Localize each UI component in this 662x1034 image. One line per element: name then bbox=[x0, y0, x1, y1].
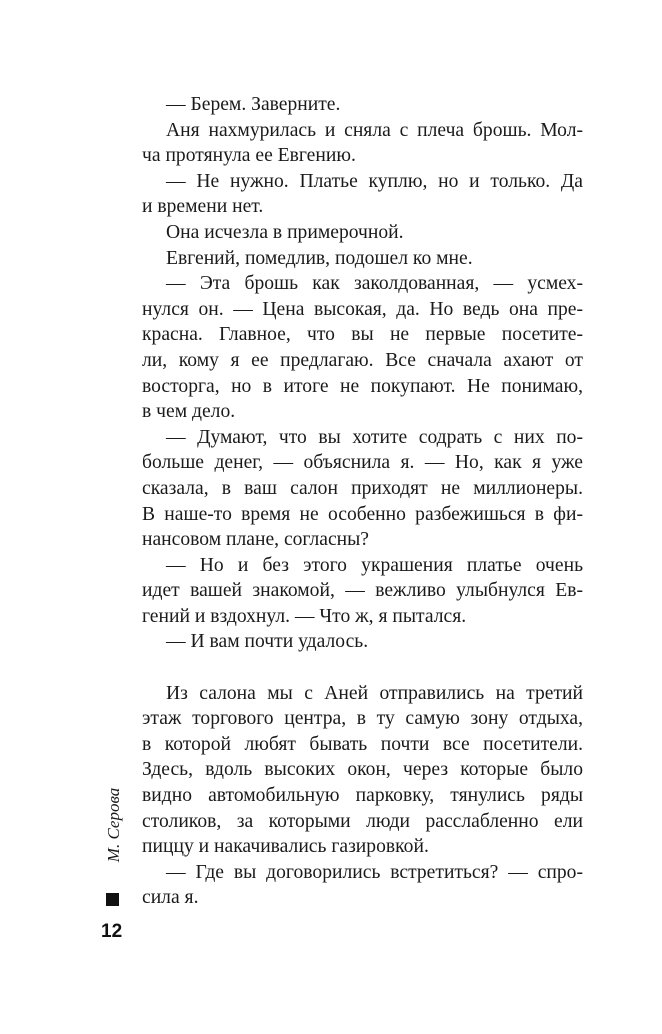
text-line: этаж торгового центра, в ту самую зону отдыха, bbox=[142, 708, 583, 730]
page-number: 12 bbox=[101, 921, 123, 942]
text-line: и времени нет. bbox=[142, 196, 264, 218]
text-line: больше денег, — объяснила я. — Но, как я уже bbox=[142, 452, 583, 474]
text-line: — Не нужно. Платье куплю, но и только. Да bbox=[166, 170, 583, 192]
text-line: столиков, за которыми люди расслабленно ели bbox=[142, 810, 583, 832]
text-line: Аня нахмурилась и сняла с плеча брошь. Мол- bbox=[166, 119, 583, 141]
body-text bbox=[142, 92, 583, 911]
text-line: ча протянула ее Евгению. bbox=[142, 145, 356, 167]
text-line: видно автомобильную парковку, тянулись ряды bbox=[142, 785, 583, 807]
text-line: В наше-то время не особенно разбежишься в фи- bbox=[142, 503, 583, 525]
text-line: сказала, в ваш салон приходят не миллионеры. bbox=[142, 477, 583, 499]
section-break bbox=[142, 655, 583, 681]
text-line: Евгений, помедлив, подошел ко мне. bbox=[166, 247, 473, 269]
page-marker-square bbox=[106, 893, 119, 906]
text-line: ли, кому я ее предлагаю. Все сначала ахают от bbox=[142, 349, 583, 371]
text-line: восторга, но в итоге не покупают. Не понимаю, bbox=[142, 375, 583, 397]
text-line: нансовом плане, согласны? bbox=[142, 529, 369, 551]
text-line: красна. Главное, что вы не первые посетите- bbox=[142, 324, 583, 346]
running-head-author: М. Серова bbox=[104, 787, 123, 863]
text-line: сила я. bbox=[142, 887, 199, 909]
text-line: — Берем. Заверните. bbox=[166, 94, 341, 115]
text-line: гений и вздохнул. — Что ж, я пытался. bbox=[142, 605, 467, 627]
text-line: пиццу и накачивались газировкой. bbox=[142, 836, 429, 858]
text-line: Она исчезла в примерочной. bbox=[166, 221, 404, 243]
text-line: — Где вы договорились встретиться? — спро- bbox=[166, 861, 583, 883]
text-line: идет вашей знакомой, — вежливо улыбнулся Ев- bbox=[142, 580, 583, 602]
text-line: — Но и без этого украшения платье очень bbox=[166, 554, 583, 576]
text-line: — Эта брошь как заколдованная, — усмех- bbox=[166, 273, 583, 295]
text-line: Здесь, вдоль высоких окон, через которые было bbox=[142, 759, 583, 781]
text-line: — Думают, что вы хотите содрать с них по- bbox=[166, 426, 583, 448]
text-line: в которой любят бывать почти все посетители. bbox=[142, 733, 583, 755]
text-line: нулся он. — Цена высокая, да. Но ведь она пре- bbox=[142, 298, 583, 320]
text-line: Из салона мы с Аней отправились на третий bbox=[166, 682, 583, 704]
text-line: — И вам почти удалось. bbox=[166, 631, 369, 653]
text-line: в чем дело. bbox=[142, 401, 236, 423]
